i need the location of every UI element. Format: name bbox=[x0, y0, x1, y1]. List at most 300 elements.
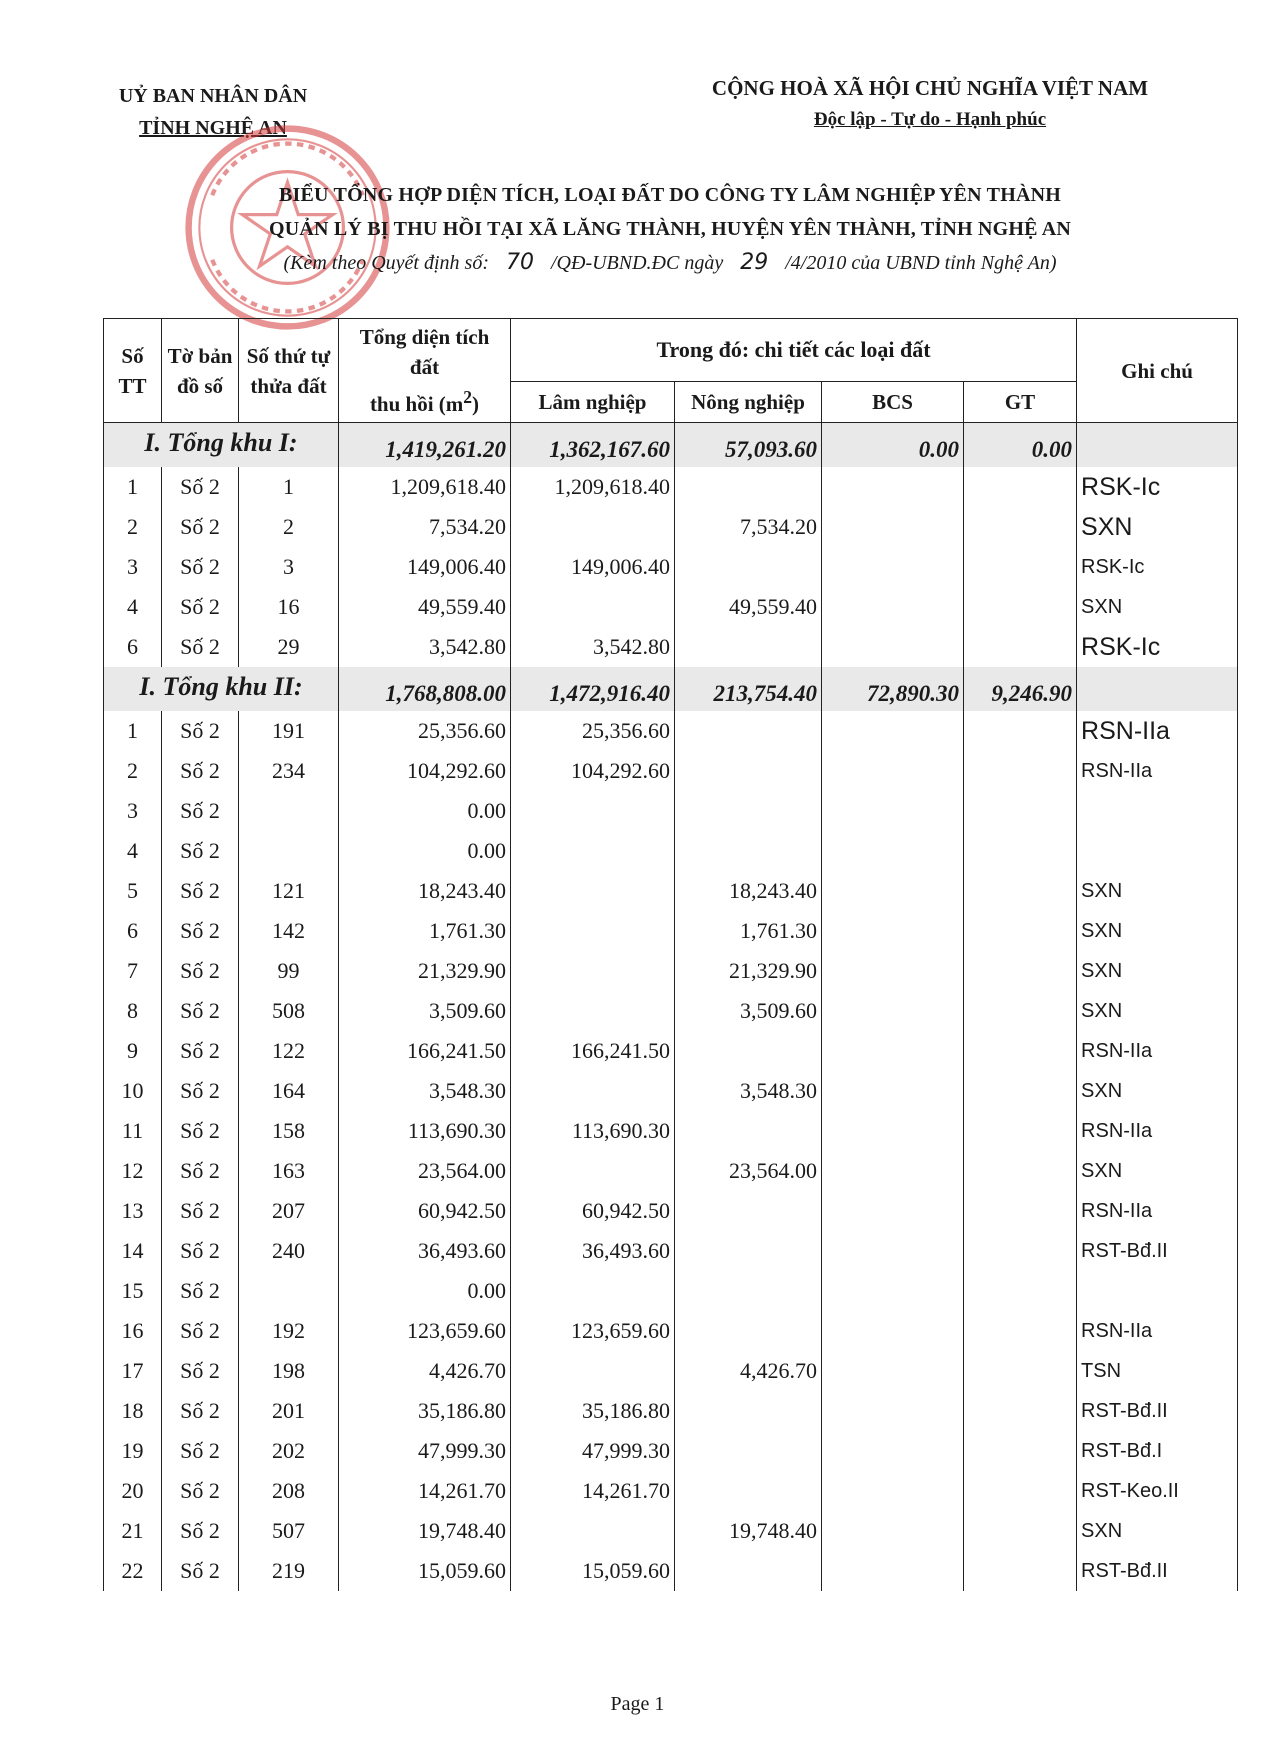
row-gt-cell bbox=[964, 951, 1077, 991]
row-map-sheet-cell: Số 2 bbox=[162, 1031, 239, 1071]
row-parcel-cell: 3 bbox=[239, 547, 339, 587]
table-row bbox=[104, 1271, 1238, 1311]
row-agriculture-cell: 3,509.60 bbox=[675, 991, 822, 1031]
row-agriculture-cell bbox=[675, 1191, 822, 1231]
header-forestry: Lâm nghiệp bbox=[511, 382, 675, 423]
row-gt-cell bbox=[964, 711, 1077, 751]
row-stt-cell: 16 bbox=[104, 1311, 162, 1351]
row-parcel-cell: 198 bbox=[239, 1351, 339, 1391]
row-forestry-cell bbox=[511, 1511, 675, 1551]
row-total-area-cell: 166,241.50 bbox=[339, 1031, 511, 1071]
table-row bbox=[104, 1431, 1238, 1471]
row-map-sheet-cell: Số 2 bbox=[162, 1391, 239, 1431]
row-notes-cell: RSN-IIa bbox=[1077, 1311, 1238, 1351]
row-bcs-cell bbox=[822, 1231, 964, 1271]
row-map-sheet-cell: Số 2 bbox=[162, 547, 239, 587]
row-parcel-cell: 122 bbox=[239, 1031, 339, 1071]
row-total-area-cell: 113,690.30 bbox=[339, 1111, 511, 1151]
row-notes-cell: RST-Bđ.II bbox=[1077, 1231, 1238, 1271]
row-parcel-cell: 208 bbox=[239, 1471, 339, 1511]
row-forestry-cell bbox=[511, 1351, 675, 1391]
row-notes-cell: SXN bbox=[1077, 1151, 1238, 1191]
table-row bbox=[104, 951, 1238, 991]
header-recovered-text: thu hồi (m bbox=[369, 392, 464, 416]
row-gt-cell bbox=[964, 1551, 1077, 1591]
row-total-area-cell: 47,999.30 bbox=[339, 1431, 511, 1471]
row-bcs-cell bbox=[822, 831, 964, 871]
row-gt-cell bbox=[964, 1111, 1077, 1151]
row-stt-cell: 4 bbox=[104, 831, 162, 871]
row-notes-cell: RSN-IIa bbox=[1077, 751, 1238, 791]
row-parcel-cell bbox=[239, 1271, 339, 1311]
row-total-area-cell: 23,564.00 bbox=[339, 1151, 511, 1191]
table-row bbox=[104, 991, 1238, 1031]
row-gt-cell bbox=[964, 467, 1077, 507]
row-parcel-cell: 508 bbox=[239, 991, 339, 1031]
row-notes-cell: RSK-Ic bbox=[1077, 547, 1238, 587]
row-stt-cell: 3 bbox=[104, 547, 162, 587]
row-agriculture-cell: 7,534.20 bbox=[675, 507, 822, 547]
row-total-area-cell: 7,534.20 bbox=[339, 507, 511, 547]
table-row bbox=[104, 627, 1238, 667]
row-notes-cell bbox=[1077, 1271, 1238, 1311]
row-parcel-cell: 29 bbox=[239, 627, 339, 667]
row-gt-cell bbox=[964, 547, 1077, 587]
row-gt-cell bbox=[964, 791, 1077, 831]
row-map-sheet-cell: Số 2 bbox=[162, 1551, 239, 1591]
row-stt-cell: 18 bbox=[104, 1391, 162, 1431]
row-bcs-cell bbox=[822, 951, 964, 991]
row-stt-cell: 11 bbox=[104, 1111, 162, 1151]
row-agriculture-cell bbox=[675, 627, 822, 667]
row-total-area-cell: 1,209,618.40 bbox=[339, 467, 511, 507]
table-row bbox=[104, 547, 1238, 587]
row-bcs-cell bbox=[822, 911, 964, 951]
row-forestry-cell bbox=[511, 871, 675, 911]
row-agriculture-cell: 19,748.40 bbox=[675, 1511, 822, 1551]
row-agriculture-cell: 1,761.30 bbox=[675, 911, 822, 951]
row-parcel-cell: 507 bbox=[239, 1511, 339, 1551]
land-area-table bbox=[103, 318, 1238, 1591]
row-stt-cell: 15 bbox=[104, 1271, 162, 1311]
row-gt-cell bbox=[964, 1151, 1077, 1191]
row-gt-cell bbox=[964, 1511, 1077, 1551]
row-bcs-cell bbox=[822, 1311, 964, 1351]
row-map-sheet-cell: Số 2 bbox=[162, 1511, 239, 1551]
row-parcel-cell: 142 bbox=[239, 911, 339, 951]
row-agriculture-cell bbox=[675, 1111, 822, 1151]
row-parcel-cell: 163 bbox=[239, 1151, 339, 1191]
row-agriculture-cell bbox=[675, 1551, 822, 1591]
row-map-sheet-cell: Số 2 bbox=[162, 951, 239, 991]
header-total-area-text: Tổng diện tích đất bbox=[359, 325, 490, 379]
row-stt-cell: 14 bbox=[104, 1231, 162, 1271]
row-agriculture-cell bbox=[675, 1231, 822, 1271]
row-forestry-cell: 166,241.50 bbox=[511, 1031, 675, 1071]
row-total-area-cell: 19,748.40 bbox=[339, 1511, 511, 1551]
national-motto bbox=[660, 72, 1200, 136]
row-map-sheet-cell: Số 2 bbox=[162, 1351, 239, 1391]
row-gt-cell bbox=[964, 1311, 1077, 1351]
row-parcel-cell: 99 bbox=[239, 951, 339, 991]
row-forestry-cell: 36,493.60 bbox=[511, 1231, 675, 1271]
row-bcs-cell bbox=[822, 751, 964, 791]
total-agriculture-cell: 57,093.60 bbox=[675, 423, 822, 468]
row-stt-cell: 5 bbox=[104, 871, 162, 911]
row-forestry-cell bbox=[511, 991, 675, 1031]
row-agriculture-cell: 23,564.00 bbox=[675, 1151, 822, 1191]
row-parcel-cell: 219 bbox=[239, 1551, 339, 1591]
row-total-area-cell: 4,426.70 bbox=[339, 1351, 511, 1391]
total-area-cell: 1,768,808.00 bbox=[339, 667, 511, 711]
row-map-sheet-cell: Số 2 bbox=[162, 507, 239, 547]
row-forestry-cell: 15,059.60 bbox=[511, 1551, 675, 1591]
row-forestry-cell bbox=[511, 1271, 675, 1311]
row-stt-cell: 2 bbox=[104, 507, 162, 547]
row-map-sheet-cell: Số 2 bbox=[162, 1311, 239, 1351]
row-gt-cell bbox=[964, 1231, 1077, 1271]
row-notes-cell: SXN bbox=[1077, 911, 1238, 951]
row-stt-cell: 20 bbox=[104, 1471, 162, 1511]
row-forestry-cell bbox=[511, 587, 675, 627]
row-bcs-cell bbox=[822, 1071, 964, 1111]
header-stt: Số TT bbox=[104, 319, 162, 423]
row-parcel-cell: 191 bbox=[239, 711, 339, 751]
total-bcs-cell: 72,890.30 bbox=[822, 667, 964, 711]
row-agriculture-cell bbox=[675, 831, 822, 871]
row-total-area-cell: 35,186.80 bbox=[339, 1391, 511, 1431]
row-stt-cell: 10 bbox=[104, 1071, 162, 1111]
row-map-sheet-cell: Số 2 bbox=[162, 467, 239, 507]
row-forestry-cell: 1,209,618.40 bbox=[511, 467, 675, 507]
table-row bbox=[104, 1071, 1238, 1111]
row-agriculture-cell bbox=[675, 791, 822, 831]
row-bcs-cell bbox=[822, 587, 964, 627]
row-bcs-cell bbox=[822, 871, 964, 911]
row-bcs-cell bbox=[822, 991, 964, 1031]
table-row bbox=[104, 1191, 1238, 1231]
row-map-sheet-cell: Số 2 bbox=[162, 1471, 239, 1511]
table-row bbox=[104, 1311, 1238, 1351]
row-forestry-cell: 14,261.70 bbox=[511, 1471, 675, 1511]
row-notes-cell: RSN-IIa bbox=[1077, 1031, 1238, 1071]
row-total-area-cell: 3,548.30 bbox=[339, 1071, 511, 1111]
row-map-sheet-cell: Số 2 bbox=[162, 1151, 239, 1191]
row-notes-cell: RST-Keo.II bbox=[1077, 1471, 1238, 1511]
row-parcel-cell: 202 bbox=[239, 1431, 339, 1471]
row-parcel-cell: 2 bbox=[239, 507, 339, 547]
row-total-area-cell: 25,356.60 bbox=[339, 711, 511, 751]
row-total-area-cell: 0.00 bbox=[339, 791, 511, 831]
row-gt-cell bbox=[964, 1351, 1077, 1391]
row-total-area-cell: 60,942.50 bbox=[339, 1191, 511, 1231]
row-map-sheet-cell: Số 2 bbox=[162, 1191, 239, 1231]
row-bcs-cell bbox=[822, 507, 964, 547]
row-agriculture-cell bbox=[675, 1391, 822, 1431]
row-notes-cell: RSK-Ic bbox=[1077, 467, 1238, 507]
table-row bbox=[104, 1351, 1238, 1391]
row-parcel-cell: 158 bbox=[239, 1111, 339, 1151]
row-forestry-cell: 35,186.80 bbox=[511, 1391, 675, 1431]
row-total-area-cell: 0.00 bbox=[339, 1271, 511, 1311]
row-gt-cell bbox=[964, 587, 1077, 627]
header-unit-close: ) bbox=[472, 392, 480, 416]
row-gt-cell bbox=[964, 1031, 1077, 1071]
row-stt-cell: 22 bbox=[104, 1551, 162, 1591]
table-row bbox=[104, 467, 1238, 507]
row-notes-cell: SXN bbox=[1077, 871, 1238, 911]
table-row bbox=[104, 1031, 1238, 1071]
row-parcel-cell: 121 bbox=[239, 871, 339, 911]
row-map-sheet-cell: Số 2 bbox=[162, 1231, 239, 1271]
table-row bbox=[104, 1511, 1238, 1551]
row-forestry-cell bbox=[511, 831, 675, 871]
document-title bbox=[180, 178, 1160, 280]
row-gt-cell bbox=[964, 627, 1077, 667]
row-forestry-cell: 3,542.80 bbox=[511, 627, 675, 667]
total-gt-cell: 0.00 bbox=[964, 423, 1077, 468]
row-bcs-cell bbox=[822, 1391, 964, 1431]
row-bcs-cell bbox=[822, 1151, 964, 1191]
row-bcs-cell bbox=[822, 627, 964, 667]
row-total-area-cell: 149,006.40 bbox=[339, 547, 511, 587]
reference-prefix: (Kèm theo Quyết định số: bbox=[283, 252, 489, 274]
row-bcs-cell bbox=[822, 547, 964, 587]
row-parcel-cell bbox=[239, 831, 339, 871]
row-total-area-cell: 15,059.60 bbox=[339, 1551, 511, 1591]
table-row bbox=[104, 831, 1238, 871]
row-map-sheet-cell: Số 2 bbox=[162, 587, 239, 627]
title-reference bbox=[180, 246, 1160, 280]
row-bcs-cell bbox=[822, 1431, 964, 1471]
row-notes-cell: RST-Bđ.II bbox=[1077, 1391, 1238, 1431]
table-row bbox=[104, 1231, 1238, 1271]
header-parcel-number: Số thứ tự thửa đất bbox=[239, 319, 339, 423]
header-total-area bbox=[339, 319, 511, 423]
row-parcel-cell: 240 bbox=[239, 1231, 339, 1271]
row-bcs-cell bbox=[822, 1471, 964, 1511]
row-bcs-cell bbox=[822, 1511, 964, 1551]
row-agriculture-cell: 3,548.30 bbox=[675, 1071, 822, 1111]
table-row bbox=[104, 1151, 1238, 1191]
row-gt-cell bbox=[964, 871, 1077, 911]
row-notes-cell: SXN bbox=[1077, 951, 1238, 991]
row-parcel-cell: 207 bbox=[239, 1191, 339, 1231]
row-stt-cell: 21 bbox=[104, 1511, 162, 1551]
total-bcs-cell: 0.00 bbox=[822, 423, 964, 468]
row-notes-cell bbox=[1077, 831, 1238, 871]
row-agriculture-cell bbox=[675, 711, 822, 751]
row-agriculture-cell bbox=[675, 1031, 822, 1071]
row-gt-cell bbox=[964, 751, 1077, 791]
table-row bbox=[104, 1111, 1238, 1151]
title-line-1: BIỂU TỔNG HỢP DIỆN TÍCH, LOẠI ĐẤT DO CÔNG TY LÂM NGHIỆP YÊN THÀNH bbox=[278, 184, 1062, 206]
row-total-area-cell: 104,292.60 bbox=[339, 751, 511, 791]
row-notes-cell: TSN bbox=[1077, 1351, 1238, 1391]
row-agriculture-cell: 4,426.70 bbox=[675, 1351, 822, 1391]
row-bcs-cell bbox=[822, 1031, 964, 1071]
row-total-area-cell: 0.00 bbox=[339, 831, 511, 871]
row-forestry-cell: 47,999.30 bbox=[511, 1431, 675, 1471]
total-label: I. Tổng khu I: bbox=[104, 423, 339, 468]
table-row bbox=[104, 751, 1238, 791]
row-notes-cell: SXN bbox=[1077, 507, 1238, 547]
row-agriculture-cell bbox=[675, 1431, 822, 1471]
row-total-area-cell: 123,659.60 bbox=[339, 1311, 511, 1351]
row-gt-cell bbox=[964, 911, 1077, 951]
row-bcs-cell bbox=[822, 1111, 964, 1151]
row-notes-cell: SXN bbox=[1077, 1071, 1238, 1111]
row-bcs-cell bbox=[822, 1351, 964, 1391]
row-stt-cell: 3 bbox=[104, 791, 162, 831]
row-agriculture-cell: 18,243.40 bbox=[675, 871, 822, 911]
row-forestry-cell: 60,942.50 bbox=[511, 1191, 675, 1231]
row-map-sheet-cell: Số 2 bbox=[162, 751, 239, 791]
row-total-area-cell: 3,509.60 bbox=[339, 991, 511, 1031]
row-forestry-cell bbox=[511, 1151, 675, 1191]
nation-line-1: CỘNG HOÀ XÃ HỘI CHỦ NGHĨA VIỆT NAM bbox=[711, 76, 1149, 100]
row-parcel-cell: 16 bbox=[239, 587, 339, 627]
row-map-sheet-cell: Số 2 bbox=[162, 831, 239, 871]
row-bcs-cell bbox=[822, 1271, 964, 1311]
row-agriculture-cell: 21,329.90 bbox=[675, 951, 822, 991]
row-forestry-cell: 104,292.60 bbox=[511, 751, 675, 791]
row-total-area-cell: 36,493.60 bbox=[339, 1231, 511, 1271]
row-forestry-cell bbox=[511, 507, 675, 547]
table-row bbox=[104, 1551, 1238, 1591]
total-row bbox=[104, 423, 1238, 468]
row-stt-cell: 9 bbox=[104, 1031, 162, 1071]
row-stt-cell: 1 bbox=[104, 467, 162, 507]
row-bcs-cell bbox=[822, 791, 964, 831]
table-row bbox=[104, 711, 1238, 751]
header-notes: Ghi chú bbox=[1077, 319, 1238, 423]
row-stt-cell: 12 bbox=[104, 1151, 162, 1191]
reference-suffix: /4/2010 của UBND tỉnh Nghệ An) bbox=[785, 252, 1057, 274]
row-notes-cell: SXN bbox=[1077, 991, 1238, 1031]
row-map-sheet-cell: Số 2 bbox=[162, 711, 239, 751]
decision-number: 70 bbox=[506, 250, 534, 275]
nation-line-2: Độc lập - Tự do - Hạnh phúc bbox=[813, 109, 1047, 130]
row-total-area-cell: 14,261.70 bbox=[339, 1471, 511, 1511]
row-gt-cell bbox=[964, 507, 1077, 547]
row-notes-cell: RST-Bđ.I bbox=[1077, 1431, 1238, 1471]
header-agriculture: Nông nghiệp bbox=[675, 382, 822, 423]
row-gt-cell bbox=[964, 1471, 1077, 1511]
row-stt-cell: 17 bbox=[104, 1351, 162, 1391]
row-gt-cell bbox=[964, 1071, 1077, 1111]
header-unit-superscript: 2 bbox=[463, 387, 473, 407]
row-bcs-cell bbox=[822, 711, 964, 751]
row-forestry-cell bbox=[511, 791, 675, 831]
page-number: Page 1 bbox=[610, 1693, 665, 1715]
table-row bbox=[104, 1471, 1238, 1511]
row-parcel-cell: 201 bbox=[239, 1391, 339, 1431]
row-gt-cell bbox=[964, 1431, 1077, 1471]
reference-middle: /QĐ-UBND.ĐC ngày bbox=[551, 252, 724, 274]
row-agriculture-cell bbox=[675, 467, 822, 507]
row-parcel-cell: 1 bbox=[239, 467, 339, 507]
row-stt-cell: 19 bbox=[104, 1431, 162, 1471]
row-agriculture-cell bbox=[675, 1471, 822, 1511]
row-stt-cell: 4 bbox=[104, 587, 162, 627]
table-row bbox=[104, 871, 1238, 911]
row-total-area-cell: 21,329.90 bbox=[339, 951, 511, 991]
table-row bbox=[104, 507, 1238, 547]
row-gt-cell bbox=[964, 991, 1077, 1031]
header-bcs: BCS bbox=[822, 382, 964, 423]
row-notes-cell: SXN bbox=[1077, 587, 1238, 627]
total-agriculture-cell: 213,754.40 bbox=[675, 667, 822, 711]
total-notes-cell bbox=[1077, 423, 1238, 468]
row-map-sheet-cell: Số 2 bbox=[162, 911, 239, 951]
total-label: I. Tổng khu II: bbox=[104, 667, 339, 711]
row-map-sheet-cell: Số 2 bbox=[162, 627, 239, 667]
row-bcs-cell bbox=[822, 1191, 964, 1231]
row-notes-cell: RSK-Ic bbox=[1077, 627, 1238, 667]
row-forestry-cell bbox=[511, 1071, 675, 1111]
row-gt-cell bbox=[964, 1191, 1077, 1231]
title-line-2: QUẢN LÝ BỊ THU HỒI TẠI XÃ LĂNG THÀNH, HUYỆN YÊN THÀNH, TỈNH NGHỆ AN bbox=[268, 218, 1072, 240]
row-gt-cell bbox=[964, 1391, 1077, 1431]
row-notes-cell: RSN-IIa bbox=[1077, 1111, 1238, 1151]
row-map-sheet-cell: Số 2 bbox=[162, 1111, 239, 1151]
row-gt-cell bbox=[964, 831, 1077, 871]
row-agriculture-cell bbox=[675, 751, 822, 791]
row-agriculture-cell bbox=[675, 1271, 822, 1311]
row-notes-cell: SXN bbox=[1077, 1511, 1238, 1551]
row-notes-cell: RST-Bđ.II bbox=[1077, 1551, 1238, 1591]
row-forestry-cell: 149,006.40 bbox=[511, 547, 675, 587]
row-parcel-cell: 234 bbox=[239, 751, 339, 791]
row-notes-cell bbox=[1077, 791, 1238, 831]
row-agriculture-cell bbox=[675, 547, 822, 587]
total-notes-cell bbox=[1077, 667, 1238, 711]
row-notes-cell: RSN-IIa bbox=[1077, 1191, 1238, 1231]
org-line-2: TỈNH NGHỆ AN bbox=[139, 117, 287, 139]
row-stt-cell: 7 bbox=[104, 951, 162, 991]
row-stt-cell: 6 bbox=[104, 911, 162, 951]
row-total-area-cell: 3,542.80 bbox=[339, 627, 511, 667]
row-parcel-cell: 192 bbox=[239, 1311, 339, 1351]
row-map-sheet-cell: Số 2 bbox=[162, 1431, 239, 1471]
header-map-sheet: Tờ bản đồ số bbox=[162, 319, 239, 423]
row-total-area-cell: 1,761.30 bbox=[339, 911, 511, 951]
row-total-area-cell: 49,559.40 bbox=[339, 587, 511, 627]
org-line-1: UỶ BAN NHÂN DÂN bbox=[118, 85, 308, 107]
table-row bbox=[104, 791, 1238, 831]
row-stt-cell: 13 bbox=[104, 1191, 162, 1231]
row-gt-cell bbox=[964, 1271, 1077, 1311]
total-row bbox=[104, 667, 1238, 711]
row-parcel-cell: 164 bbox=[239, 1071, 339, 1111]
header-land-type-group: Trong đó: chi tiết các loại đất bbox=[511, 319, 1077, 382]
table-row bbox=[104, 1391, 1238, 1431]
row-forestry-cell: 123,659.60 bbox=[511, 1311, 675, 1351]
row-forestry-cell bbox=[511, 911, 675, 951]
row-map-sheet-cell: Số 2 bbox=[162, 1071, 239, 1111]
row-total-area-cell: 18,243.40 bbox=[339, 871, 511, 911]
row-map-sheet-cell: Số 2 bbox=[162, 871, 239, 911]
row-map-sheet-cell: Số 2 bbox=[162, 991, 239, 1031]
row-agriculture-cell: 49,559.40 bbox=[675, 587, 822, 627]
total-forestry-cell: 1,362,167.60 bbox=[511, 423, 675, 468]
row-forestry-cell: 113,690.30 bbox=[511, 1111, 675, 1151]
header-gt: GT bbox=[964, 382, 1077, 423]
row-forestry-cell bbox=[511, 951, 675, 991]
row-bcs-cell bbox=[822, 1551, 964, 1591]
total-gt-cell: 9,246.90 bbox=[964, 667, 1077, 711]
